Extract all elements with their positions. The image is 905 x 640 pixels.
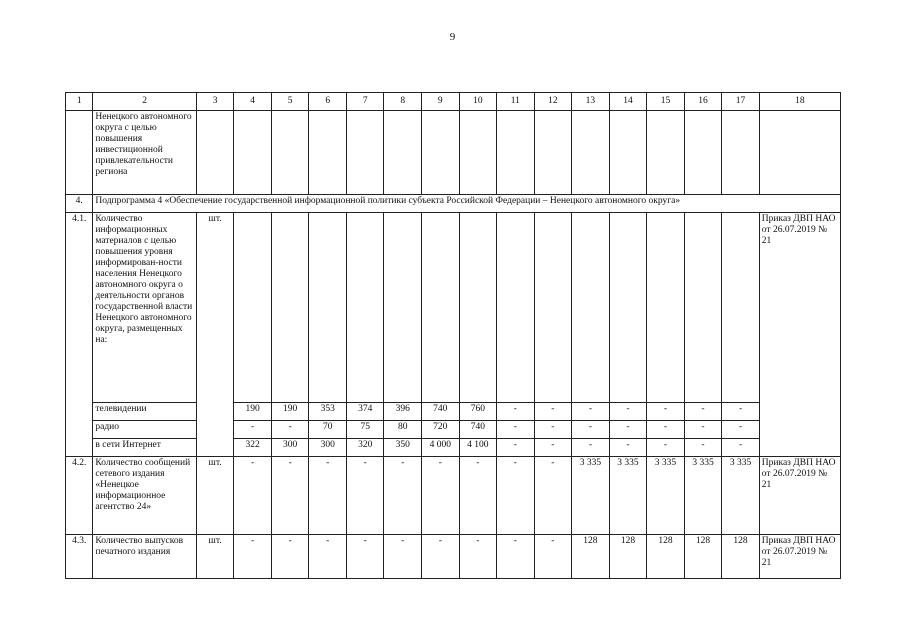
subrow-label: телевидении bbox=[93, 403, 196, 421]
value-cell: - bbox=[271, 457, 309, 535]
value-cell: 128 bbox=[684, 535, 722, 579]
col-header: 17 bbox=[722, 93, 760, 111]
unit: шт. bbox=[196, 213, 234, 457]
source-document: Приказ ДВП НАО от 26.07.2019 № 21 bbox=[759, 457, 840, 535]
row-number: 4. bbox=[66, 195, 93, 213]
col-header: 10 bbox=[459, 93, 497, 111]
row-number: 4.3. bbox=[66, 535, 93, 579]
col-header: 5 bbox=[271, 93, 309, 111]
value-cell: 128 bbox=[722, 535, 760, 579]
table-row bbox=[66, 439, 841, 457]
value-cell: - bbox=[534, 439, 572, 457]
value-cell: 128 bbox=[647, 535, 685, 579]
value-cell: - bbox=[684, 403, 722, 421]
value-cell: - bbox=[459, 535, 497, 579]
value-cell: 128 bbox=[609, 535, 647, 579]
subprogram-row bbox=[66, 195, 841, 213]
value-cell: 3 335 bbox=[722, 457, 760, 535]
value-cell: - bbox=[609, 403, 647, 421]
value-cell: - bbox=[722, 403, 760, 421]
table-row bbox=[66, 213, 841, 403]
indicator-name: Количество сообщений сетевого издания «Ненецкое информационное агентство 24» bbox=[93, 457, 196, 535]
value-cell: - bbox=[647, 439, 685, 457]
value-cell: 322 bbox=[234, 439, 272, 457]
value-cell: 75 bbox=[346, 421, 384, 439]
indicator-name: Количество информационных материалов с целью повышения уровня информирован-ности населения Ненецкого автономного округа о деятельности органов государственной власти Ненецкого автономного округа, размещенных на: bbox=[93, 213, 196, 403]
value-cell: - bbox=[497, 457, 535, 535]
subrow-label: радио bbox=[93, 421, 196, 439]
col-header: 13 bbox=[572, 93, 610, 111]
row-number: 4.2. bbox=[66, 457, 93, 535]
value-cell: - bbox=[572, 421, 610, 439]
value-cell: 4 100 bbox=[459, 439, 497, 457]
value-cell: - bbox=[647, 403, 685, 421]
value-cell: 190 bbox=[271, 403, 309, 421]
value-cell: - bbox=[684, 439, 722, 457]
value-cell: - bbox=[422, 457, 460, 535]
col-header: 4 bbox=[234, 93, 272, 111]
value-cell: - bbox=[722, 439, 760, 457]
value-cell: - bbox=[309, 535, 347, 579]
col-header: 9 bbox=[422, 93, 460, 111]
value-cell: - bbox=[609, 421, 647, 439]
value-cell: - bbox=[534, 457, 572, 535]
value-cell: - bbox=[684, 421, 722, 439]
table-row bbox=[66, 535, 841, 579]
subrow-label: в сети Интернет bbox=[93, 439, 196, 457]
indicator-name: Ненецкого автономного округа с целью повышения инвестиционной привлекательности региона bbox=[93, 111, 196, 195]
value-cell: 396 bbox=[384, 403, 422, 421]
value-cell: 353 bbox=[309, 403, 347, 421]
empty-cell bbox=[66, 111, 93, 195]
value-cell: - bbox=[722, 421, 760, 439]
unit: шт. bbox=[196, 457, 234, 535]
value-cell: - bbox=[271, 421, 309, 439]
value-cell: - bbox=[234, 457, 272, 535]
value-cell: 740 bbox=[422, 403, 460, 421]
value-cell: - bbox=[384, 535, 422, 579]
value-cell: 3 335 bbox=[572, 457, 610, 535]
table-row bbox=[66, 403, 841, 421]
value-cell: - bbox=[346, 535, 384, 579]
col-header: 18 bbox=[759, 93, 840, 111]
indicator-name: Количество выпусков печатного издания bbox=[93, 535, 196, 579]
table-row bbox=[66, 421, 841, 439]
col-header: 14 bbox=[609, 93, 647, 111]
value-cell: - bbox=[534, 535, 572, 579]
continuation-row bbox=[66, 111, 841, 195]
value-cell: 300 bbox=[309, 439, 347, 457]
col-header: 6 bbox=[309, 93, 347, 111]
value-cell: 128 bbox=[572, 535, 610, 579]
col-header: 1 bbox=[66, 93, 93, 111]
unit: шт. bbox=[196, 535, 234, 579]
value-cell: - bbox=[271, 535, 309, 579]
col-header: 3 bbox=[196, 93, 234, 111]
value-cell: - bbox=[534, 421, 572, 439]
value-cell: - bbox=[234, 421, 272, 439]
value-cell: 320 bbox=[346, 439, 384, 457]
value-cell: - bbox=[497, 439, 535, 457]
value-cell: - bbox=[459, 457, 497, 535]
table-row bbox=[66, 457, 841, 535]
value-cell: - bbox=[534, 403, 572, 421]
col-header: 8 bbox=[384, 93, 422, 111]
value-cell: - bbox=[384, 457, 422, 535]
col-header: 16 bbox=[684, 93, 722, 111]
value-cell: 760 bbox=[459, 403, 497, 421]
value-cell: 350 bbox=[384, 439, 422, 457]
value-cell: 80 bbox=[384, 421, 422, 439]
value-cell: - bbox=[346, 457, 384, 535]
value-cell: - bbox=[647, 421, 685, 439]
value-cell: - bbox=[309, 457, 347, 535]
value-cell: - bbox=[422, 535, 460, 579]
value-cell: - bbox=[609, 439, 647, 457]
value-cell: 300 bbox=[271, 439, 309, 457]
col-header: 12 bbox=[534, 93, 572, 111]
value-cell: - bbox=[497, 421, 535, 439]
page-number: 9 bbox=[449, 31, 456, 43]
source-document: Приказ ДВП НАО от 26.07.2019 № 21 bbox=[759, 535, 840, 579]
value-cell: 3 335 bbox=[684, 457, 722, 535]
subprogram-title: Подпрограмма 4 «Обеспечение государственной информационной политики субъекта Российской Федерации – Ненецкого автономного округа» bbox=[93, 195, 841, 213]
value-cell: 374 bbox=[346, 403, 384, 421]
value-cell: 740 bbox=[459, 421, 497, 439]
col-header: 7 bbox=[346, 93, 384, 111]
value-cell: 70 bbox=[309, 421, 347, 439]
value-cell: 720 bbox=[422, 421, 460, 439]
indicators-table bbox=[65, 92, 841, 579]
value-cell: - bbox=[234, 535, 272, 579]
col-header: 2 bbox=[93, 93, 196, 111]
value-cell: 3 335 bbox=[609, 457, 647, 535]
value-cell: - bbox=[572, 439, 610, 457]
col-header: 15 bbox=[647, 93, 685, 111]
col-header: 11 bbox=[497, 93, 535, 111]
value-cell: - bbox=[497, 403, 535, 421]
value-cell: - bbox=[497, 535, 535, 579]
value-cell: 4 000 bbox=[422, 439, 460, 457]
column-number-row bbox=[66, 93, 841, 111]
row-number: 4.1. bbox=[66, 213, 93, 457]
value-cell: 3 335 bbox=[647, 457, 685, 535]
value-cell: 190 bbox=[234, 403, 272, 421]
source-document: Приказ ДВП НАО от 26.07.2019 № 21 bbox=[759, 213, 840, 457]
value-cell: - bbox=[572, 403, 610, 421]
